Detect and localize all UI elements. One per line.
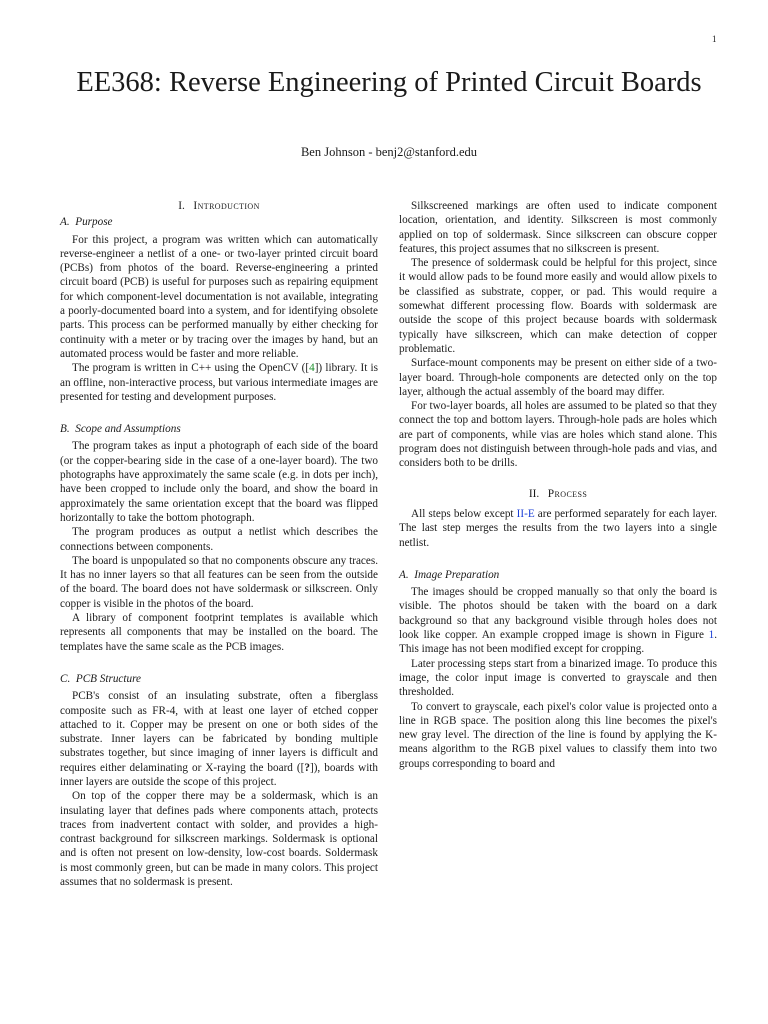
paragraph-text: ]), boards with inner layers are outside the scope of this project. — [60, 761, 378, 788]
right-column — [399, 199, 717, 771]
paragraph — [60, 689, 378, 789]
paragraph — [399, 507, 717, 550]
subsection-title: Scope and Assumptions — [75, 423, 181, 436]
paragraph-text: ]) library. It is an offline, non-interactive process, but various intermediate images are presented for testing and development purposes. — [60, 362, 378, 403]
subsection-label: A. — [60, 216, 70, 229]
paragraph: A library of component footprint templates is available which represents all components that may be installed on the board. The templates have the same scale as the PCB images. — [60, 612, 378, 653]
paragraph: For two-layer boards, all holes are assumed to be plated so that they connect the top and bottom layers. Through-hole pads are holes which are part of components, while vias are holes which stand alone. This program does not distinguish between through-hole pads and vias, and considers both to be drills. — [399, 400, 717, 470]
subsection-heading-image-preparation — [399, 568, 717, 582]
paragraph-continued: On top of the copper there may be a soldermask, which is an insulating layer that defines pads where components attach, protects traces from inadvertent contact with solder, and provides a high-contrast background for silkscreen markings. Soldermask is optional and is often not present on low-density, low-cost boards. Soldermask is most commonly green, but can be made in many colors. This project assumes that no soldermask is present. — [60, 790, 378, 889]
section-cross-reference[interactable]: II-E — [516, 507, 535, 520]
paragraph: For this project, a program was written which can automatically reverse-engineer a netlist of a one- or two-layer printed circuit board (PCBs) from photos of the board. Reverse-engineering a printed circuit board (PCB) is useful for purposes such as repairing equipment for which component-level documentation is not available, integrating a poorly-documented board into a system, and for identifying obsolete parts. This process can be performed manually by either checking for continuity with a meter or by tracing over the images by hand, but an automated process would be faster and more reliable. — [60, 233, 378, 360]
author-line: Ben Johnson - benj2@stanford.edu — [300, 145, 478, 159]
paragraph — [399, 585, 717, 656]
subsection-label: C. — [60, 672, 71, 685]
subsection-heading-pcb-structure — [60, 672, 378, 686]
paper-title: EE368: Reverse Engineering of Printed Circuit Boards — [76, 67, 702, 98]
paragraph: To convert to grayscale, each pixel's color value is projected onto a line in RGB space. The position along this line becomes the pixel's new gray level. The direction of the line is found by applying the K-means algorithm to the RGB pixel values to classify them into two groups corresponding to board and — [399, 700, 717, 770]
paragraph-text: The program is written in C++ using the OpenCV ([ — [72, 362, 310, 375]
paragraph: The board is unpopulated so that no components obscure any traces. It has no inner layers so that all features can be seen from the outside of the board. The board does not have soldermask or silkscreen. Only copper is visible in the photos of the board. — [60, 554, 378, 610]
subsection-label: B. — [60, 423, 70, 436]
paragraph-text: All steps below except — [411, 507, 517, 520]
subsection-title: Purpose — [75, 216, 113, 229]
left-column — [60, 199, 378, 889]
figure-cross-reference[interactable]: 1 — [708, 629, 715, 642]
paragraph-text: PCB's consist of an insulating substrate, often a fiberglass composite such as FR-4, with at least one layer of etched copper attached to it. Copper may be present on one or both sides of the substrate. Inner layers can be fabricated by bonding multiple substrates together, but since imaging of inner layers is difficult and requires either delaminating or X-raying the board ([ — [60, 690, 378, 774]
paragraph — [60, 361, 378, 404]
page-number: 1 — [712, 34, 717, 44]
subsection-heading-scope — [60, 422, 378, 436]
section-number: II. — [528, 487, 540, 500]
paragraph-text: . This image has not been modified except for cropping. — [399, 629, 717, 656]
section-number: I. — [178, 200, 185, 212]
section-heading-introduction — [60, 199, 378, 213]
paragraph-text: The images should be cropped manually so that only the board is visible. The photos should be taken with the board on a dark background so that any background visible through holes does not look like copper. An example cropped image is shown in Figure — [399, 586, 717, 642]
subsection-heading-purpose — [60, 215, 378, 229]
citation-unresolved[interactable]: ? — [304, 761, 310, 774]
section-heading-process — [399, 487, 717, 501]
paragraph: Later processing steps start from a binarized image. To produce this image, the color input image is converted to grayscale and then thresholded. — [399, 657, 717, 699]
paragraph-text: are performed separately for each layer. The last step merges the results from the two layers into a single netlist. — [399, 507, 717, 549]
paragraph: Surface-mount components may be present on either side of a two-layer board. Through-hole components are detected only on the top layer, although the actual assembly of the board may differ. — [399, 357, 717, 398]
subsection-title: Image Preparation — [414, 568, 500, 581]
paragraph: Silkscreened markings are often used to indicate component location, orientation, and identity. Silkscreen is most commonly applied on top of soldermask. Since silkscreen can obscure copper features, this project assumes that no silkscreen is present. — [399, 200, 717, 255]
paragraph: The program produces as output a netlist which describes the connections between components. — [60, 526, 378, 553]
paragraph: The program takes as input a photograph of each side of the board (or the copper-bearing side in the case of a one-layer board). The two photographs have approximately the same scale (e.g. in dots per inch), have been cropped to include only the board, and show the board in approximately the same orientation except that the board was flipped horizontally to take the bottom photograph. — [60, 440, 378, 524]
section-title: Process — [547, 487, 588, 500]
subsection-title: PCB Structure — [75, 672, 142, 685]
subsection-label: A. — [399, 568, 409, 581]
paragraph: The presence of soldermask could be helpful for this project, since it would allow pads to be found more easily and would allow pixels to be classified as substrate, copper, or pad. This would require a somewhat different processing flow. Boards with soldermask are outside the scope of this project because boards with soldermask typically have silkscreen, which can make detection of copper problematic. — [399, 257, 717, 355]
section-title: Introduction — [193, 200, 260, 212]
citation-link[interactable]: 4 — [309, 362, 315, 375]
